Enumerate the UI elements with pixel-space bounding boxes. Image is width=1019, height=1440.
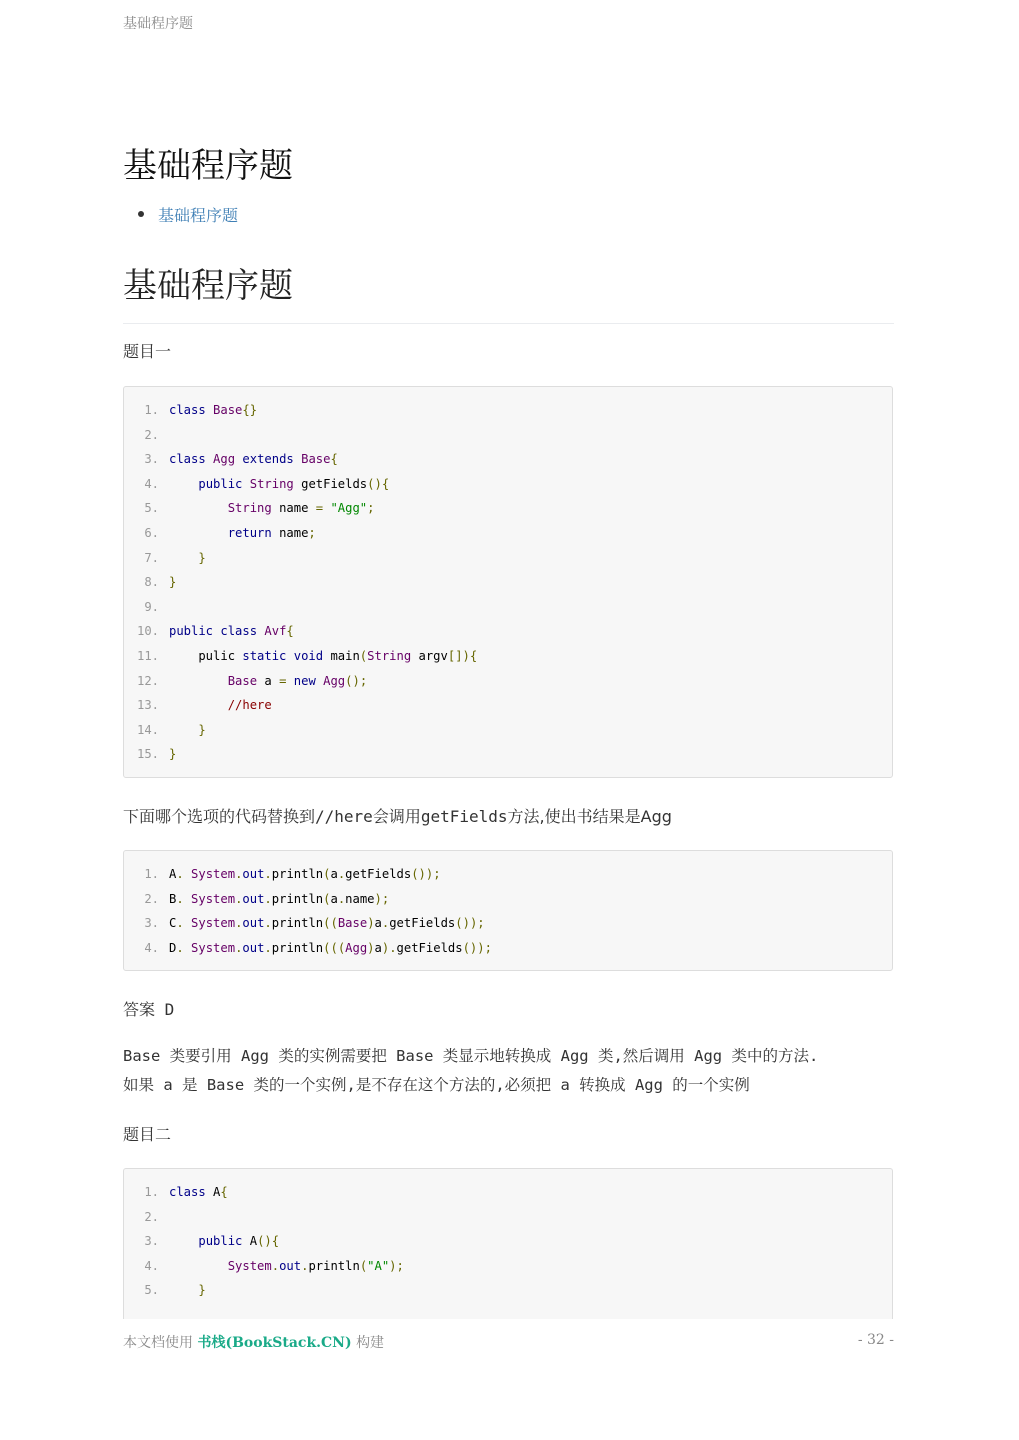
- code-line: [124, 1205, 892, 1230]
- code-token: [184, 892, 191, 906]
- code-token: D: [169, 940, 177, 955]
- line-number: 3.: [144, 916, 159, 931]
- toc-link[interactable]: 基础程序题: [158, 206, 239, 225]
- code-line: [124, 1254, 892, 1279]
- code-token: [169, 698, 228, 712]
- code-token: Agg: [345, 940, 368, 955]
- code-token: [169, 501, 228, 515]
- code-token: .: [337, 891, 346, 906]
- code-token: argv: [411, 648, 448, 663]
- code-token: C: [169, 916, 177, 931]
- code-line: [124, 644, 892, 669]
- code-token: class: [169, 452, 206, 467]
- code-token: ): [367, 940, 375, 955]
- code-token: [169, 526, 228, 540]
- footer-prefix: 本文档使用: [123, 1335, 193, 1351]
- code-token: Agg: [213, 452, 236, 467]
- code-token: (: [359, 1258, 368, 1273]
- page-number: - 32 -: [857, 1332, 894, 1348]
- code-token: Base: [301, 452, 331, 467]
- code-token: name: [345, 891, 375, 906]
- code-token: .: [176, 916, 184, 931]
- code-token: }: [198, 550, 206, 565]
- code-token: Base: [337, 916, 368, 931]
- line-number: 1.: [144, 1185, 159, 1199]
- explanation-line: Base 类要引用 Agg 类的实例需要把 Base 类显示地转换成 Agg 类,然后调用 Agg 类中的方法.: [123, 1047, 819, 1065]
- code-token: (((: [323, 940, 346, 955]
- code-token: B: [169, 891, 177, 906]
- table-of-contents: [137, 203, 238, 226]
- code-token: [169, 477, 198, 491]
- page-title: 基础程序题: [123, 146, 293, 186]
- code-line: [124, 496, 892, 521]
- code-token: getFields: [389, 916, 456, 931]
- question1-code-block: [123, 386, 893, 778]
- code-token: (){: [257, 1234, 280, 1249]
- code-token: .: [176, 891, 184, 906]
- code-token: A: [242, 1234, 258, 1249]
- code-token: out: [242, 867, 265, 881]
- code-token: ;: [367, 501, 375, 516]
- code-token: );: [374, 891, 390, 906]
- prompt-text: 会调用: [372, 807, 421, 826]
- code-token: ): [367, 916, 375, 931]
- code-token: .: [264, 940, 272, 955]
- code-token: out: [242, 916, 265, 931]
- line-number: 5.: [144, 501, 159, 516]
- code-token: String: [249, 476, 294, 491]
- code-token: =: [315, 501, 324, 516]
- code-token: .: [264, 891, 272, 906]
- code-token: [169, 1234, 198, 1248]
- code-token: A: [169, 867, 177, 881]
- code-token: []){: [447, 648, 478, 663]
- code-token: public: [198, 476, 243, 491]
- line-number: 9.: [144, 599, 159, 614]
- code-token: [206, 403, 213, 417]
- code-token: .: [301, 1258, 309, 1273]
- line-number: 10.: [136, 624, 159, 639]
- code-line: [124, 742, 892, 767]
- code-line: [124, 1180, 892, 1205]
- code-token: "Agg": [330, 501, 368, 516]
- code-token: extends: [242, 452, 294, 467]
- code-token: Base: [227, 673, 258, 688]
- code-line: [124, 693, 892, 718]
- question1-answer: 答案 D: [123, 1000, 175, 1019]
- code-line: [124, 546, 892, 571]
- line-number: 1.: [144, 403, 159, 417]
- code-line: [124, 669, 892, 694]
- code-token: .: [271, 1258, 280, 1273]
- line-number: 4.: [144, 1258, 159, 1273]
- code-line: [124, 521, 892, 546]
- code-token: a: [257, 673, 280, 688]
- code-token: .: [176, 940, 184, 955]
- code-token: }: [198, 722, 206, 737]
- code-token: ((: [323, 916, 338, 931]
- footer-credit: [123, 1332, 384, 1352]
- code-token: println: [271, 891, 324, 906]
- code-token: ());: [462, 940, 492, 955]
- code-token: ;: [308, 525, 316, 540]
- code-token: [169, 1283, 198, 1297]
- question2-code-block: [123, 1168, 893, 1319]
- code-token: [286, 674, 293, 688]
- code-token: ();: [345, 673, 368, 688]
- code-token: name: [271, 525, 309, 540]
- running-header: 基础程序题: [123, 16, 193, 32]
- line-number: 4.: [144, 940, 159, 955]
- code-token: .: [381, 916, 390, 931]
- code-token: System: [191, 916, 236, 931]
- question1-options-code-block: [123, 850, 893, 971]
- code-line: [124, 472, 892, 497]
- code-token: ());: [411, 867, 441, 881]
- code-line: [124, 1278, 892, 1303]
- code-token: .: [264, 867, 272, 881]
- line-number: 13.: [136, 698, 159, 713]
- code-token: [169, 723, 198, 737]
- prompt-text: 下面哪个选项的代码替换到: [123, 807, 316, 826]
- line-number: 2.: [144, 1209, 159, 1224]
- code-token: println: [271, 867, 324, 881]
- code-token: [184, 941, 191, 955]
- line-number: 4.: [144, 476, 159, 491]
- code-token: [242, 477, 249, 491]
- code-token: [169, 674, 228, 688]
- code-token: System: [191, 867, 236, 881]
- code-line: [124, 570, 892, 595]
- code-token: .: [235, 940, 243, 955]
- code-token: //here: [227, 698, 272, 713]
- code-token: class: [169, 1185, 206, 1199]
- code-token: public: [198, 1234, 243, 1249]
- code-token: String: [367, 648, 412, 663]
- code-token: {: [330, 452, 338, 467]
- code-token: class: [220, 624, 258, 639]
- code-token: .: [235, 867, 243, 881]
- code-token: }: [169, 747, 177, 762]
- line-number: 5.: [144, 1283, 159, 1298]
- code-token: String: [227, 501, 272, 516]
- code-token: A: [205, 1185, 221, 1199]
- code-line: [124, 595, 892, 620]
- code-token: getFields: [345, 867, 412, 881]
- code-token: {: [286, 624, 294, 639]
- code-token: a: [330, 891, 338, 906]
- code-token: [286, 649, 293, 663]
- code-token: a: [374, 916, 382, 931]
- code-token: void: [293, 648, 324, 663]
- code-token: Base: [213, 403, 243, 417]
- code-token: }: [198, 1283, 206, 1298]
- line-number: 2.: [144, 427, 159, 442]
- line-number: 7.: [144, 550, 159, 565]
- code-token: println: [271, 940, 324, 955]
- code-token: static: [242, 648, 287, 663]
- code-token: pulic: [169, 648, 243, 663]
- footer-suffix: 构建: [356, 1335, 385, 1351]
- question1-prompt: [123, 804, 672, 827]
- question1-label: 题目一: [123, 342, 172, 361]
- code-line: [124, 911, 892, 936]
- code-token: =: [279, 673, 287, 688]
- code-line: [124, 447, 892, 472]
- code-token: out: [242, 891, 265, 906]
- code-token: getFields: [396, 940, 463, 955]
- code-token: name: [271, 501, 316, 516]
- code-token: .: [337, 867, 346, 881]
- line-number: 12.: [136, 673, 159, 688]
- code-token: return: [227, 525, 272, 540]
- line-number: 2.: [144, 891, 159, 906]
- code-token: class: [169, 403, 206, 417]
- code-token: .: [235, 891, 243, 906]
- code-token: System: [191, 940, 236, 955]
- code-line: [124, 887, 892, 912]
- line-number: 11.: [136, 648, 159, 663]
- code-token: (: [323, 867, 331, 881]
- code-token: public: [169, 624, 214, 639]
- code-token: out: [279, 1258, 302, 1273]
- code-token: [206, 452, 213, 466]
- toc-item: [137, 203, 238, 226]
- code-token: println: [308, 1258, 360, 1273]
- code-token: }: [169, 575, 177, 590]
- code-token: [294, 452, 301, 466]
- code-token: [169, 1259, 228, 1273]
- code-line: [124, 423, 892, 448]
- line-number: 15.: [136, 747, 159, 762]
- prompt-code-here: //here: [315, 807, 373, 826]
- line-number: 6.: [144, 525, 159, 540]
- prompt-text: 方法,使出书结果是Agg: [507, 807, 672, 826]
- code-token: Avf: [264, 624, 287, 639]
- code-token: (: [323, 891, 331, 906]
- footer-brand-link[interactable]: 书栈(BookStack.CN): [197, 1335, 352, 1351]
- code-token: [169, 551, 198, 565]
- code-line: [124, 862, 892, 887]
- code-token: Agg: [323, 673, 346, 688]
- code-token: main: [323, 648, 360, 663]
- code-token: (: [359, 648, 368, 663]
- code-token: .: [235, 916, 243, 931]
- code-token: new: [293, 673, 316, 688]
- code-token: a: [330, 867, 338, 881]
- code-token: [184, 916, 191, 930]
- code-token: "A": [367, 1258, 390, 1273]
- code-token: println: [271, 916, 324, 931]
- code-token: getFields: [293, 476, 368, 491]
- code-line: [124, 718, 892, 743]
- line-number: 14.: [136, 722, 159, 737]
- code-token: out: [242, 940, 265, 955]
- code-token: {}: [242, 403, 258, 417]
- code-token: .: [264, 916, 272, 931]
- code-line: [124, 398, 892, 423]
- code-token: (){: [367, 476, 390, 491]
- question2-label: 题目二: [123, 1125, 172, 1144]
- code-token: );: [389, 1258, 404, 1273]
- question1-explanation: [123, 1042, 898, 1100]
- code-line: [124, 936, 892, 961]
- prompt-code-getfields: getFields: [420, 807, 508, 826]
- line-number: 1.: [144, 867, 159, 881]
- code-token: System: [227, 1258, 272, 1273]
- code-token: a: [374, 940, 382, 955]
- code-token: ());: [455, 916, 485, 931]
- code-token: System: [191, 891, 236, 906]
- line-number: 3.: [144, 1234, 159, 1249]
- code-line: [124, 1229, 892, 1254]
- code-token: [184, 867, 191, 881]
- line-number: 8.: [144, 575, 159, 590]
- explanation-line: 如果 a 是 Base 类的一个实例,是不存在这个方法的,必须把 a 转换成 Agg 的一个实例: [123, 1076, 750, 1094]
- section-heading: 基础程序题: [123, 258, 894, 324]
- code-token: ).: [381, 940, 397, 955]
- line-number: 3.: [144, 452, 159, 467]
- code-token: .: [176, 867, 184, 881]
- code-token: {: [220, 1185, 228, 1199]
- code-line: [124, 619, 892, 644]
